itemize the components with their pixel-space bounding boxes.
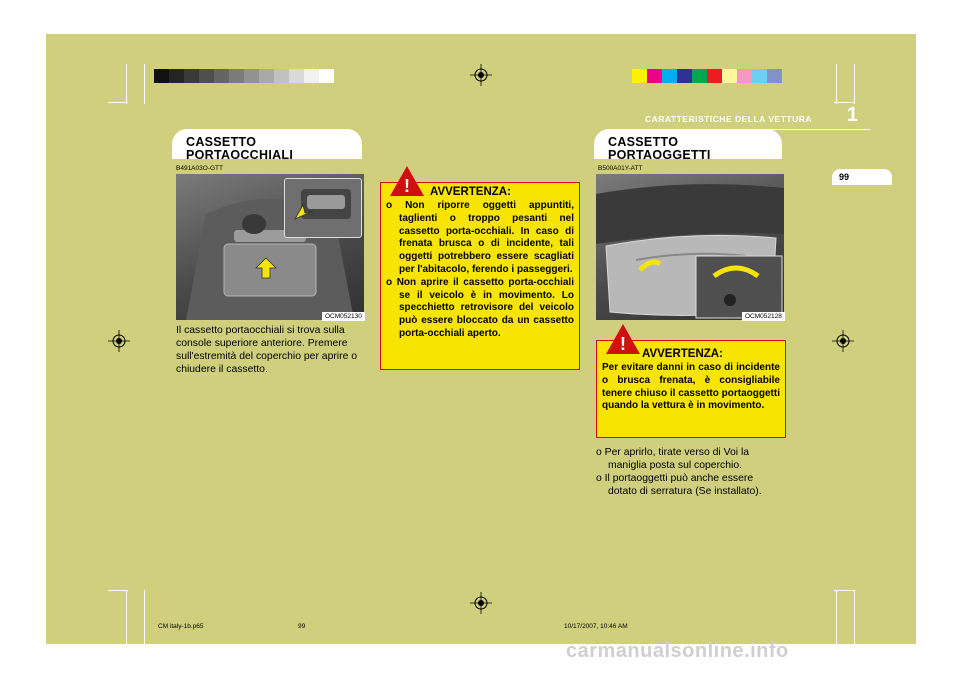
color-swatch	[707, 69, 722, 83]
color-swatch	[677, 69, 692, 83]
gray-swatch	[214, 69, 229, 83]
footer-file: CM italy-1b.p65	[158, 623, 204, 630]
manual-page	[46, 34, 916, 644]
sunglass-holder-photo	[176, 174, 364, 320]
color-calibration-bar	[632, 69, 782, 83]
page-number: 99	[839, 172, 850, 182]
warning-title: AVVERTENZA:	[642, 348, 723, 360]
left-paragraph: Il cassetto portaocchiali si trova sulla console superiore anteriore. Premere sull'estremità del coperchio per aprire o chiudere il cassetto.	[176, 325, 358, 375]
crop-mark	[834, 102, 854, 103]
gray-swatch	[304, 69, 319, 83]
list-item: o Il portaoggetti può anche essere dotato di serratura (Se installato).	[596, 473, 762, 497]
registration-target-icon	[470, 64, 492, 86]
list-item: o Per aprirlo, tirate verso di Voi la maniglia posta sul coperchio.	[596, 447, 750, 471]
watermark: carmanualsonline.info	[566, 640, 789, 662]
crop-mark	[108, 102, 128, 103]
gray-calibration-bar	[154, 69, 334, 83]
crop-mark	[108, 590, 128, 591]
warning-exclamation-icon	[390, 166, 424, 198]
section-title: CARATTERISTICHE DELLA VETTURA	[644, 114, 812, 124]
section-number: 1	[846, 104, 858, 126]
inset-illustration	[285, 179, 361, 237]
heading-line-2: PORTAOCCHIALI	[186, 148, 294, 162]
crop-mark	[854, 590, 855, 644]
crop-mark	[126, 64, 127, 104]
heading-line-2: PORTAOGGETTI	[608, 148, 711, 162]
svg-text:!: !	[404, 176, 410, 196]
crop-mark	[144, 590, 145, 644]
gray-swatch	[154, 69, 169, 83]
gray-swatch	[169, 69, 184, 83]
photo-label: OCM052130	[322, 312, 365, 321]
footer-date: 10/17/2007, 10:46 AM	[564, 623, 628, 630]
crop-mark	[834, 590, 854, 591]
gray-swatch	[274, 69, 289, 83]
registration-target-icon	[108, 330, 130, 352]
warning-item: o Non riporre oggetti appuntiti, taglienti o troppo pesanti nel cassetto porta-occhiali. In caso di frenata brusca o di incidente, tali oggetti potrebbero essere scagliati per l'abitacolo, ferendo i passeggeri.	[386, 200, 574, 275]
color-swatch	[632, 69, 647, 83]
warning-body: Per evitare danni in caso di incidente o brusca frenata, è consigliabile tenere chiuso il cassetto portaoggetti quando la vettura è in movimento.	[602, 362, 780, 412]
heading-line-1: CASSETTO	[186, 135, 257, 149]
registration-target-icon	[470, 592, 492, 614]
glove-box-illustration	[596, 174, 784, 320]
section-code: B500A01Y-ATT	[598, 165, 643, 172]
crop-mark	[854, 64, 855, 104]
gray-swatch	[199, 69, 214, 83]
gray-swatch	[319, 69, 334, 83]
gray-swatch	[289, 69, 304, 83]
glove-box-photo	[596, 174, 784, 320]
warning-item: o Non aprire il cassetto porta-occhiali se il veicolo è in movimento. Lo specchietto retrovisore del veicolo può essere bloccato da un cassetto porta-occhiali aperto.	[386, 276, 574, 339]
color-swatch	[692, 69, 707, 83]
crop-mark	[144, 64, 145, 104]
color-swatch	[767, 69, 782, 83]
svg-text:!: !	[620, 334, 626, 354]
gray-swatch	[229, 69, 244, 83]
warning-exclamation-icon	[606, 324, 640, 356]
crop-mark	[126, 590, 127, 644]
color-swatch	[722, 69, 737, 83]
instructions-list	[596, 446, 784, 498]
footer-page: 99	[298, 623, 306, 630]
registration-target-icon	[832, 330, 854, 352]
inset-photo	[284, 178, 362, 238]
heading-line-1: CASSETTO	[608, 135, 679, 149]
gray-swatch	[184, 69, 199, 83]
color-swatch	[752, 69, 767, 83]
gray-swatch	[244, 69, 259, 83]
warning-body	[386, 200, 574, 341]
color-swatch	[737, 69, 752, 83]
warning-title: AVVERTENZA:	[430, 186, 511, 198]
gray-swatch	[259, 69, 274, 83]
section-code: B491A03O-GTT	[176, 165, 223, 172]
photo-label: OCM052128	[742, 312, 785, 321]
crop-mark	[836, 64, 837, 104]
color-swatch	[647, 69, 662, 83]
crop-mark	[836, 590, 837, 644]
color-swatch	[662, 69, 677, 83]
